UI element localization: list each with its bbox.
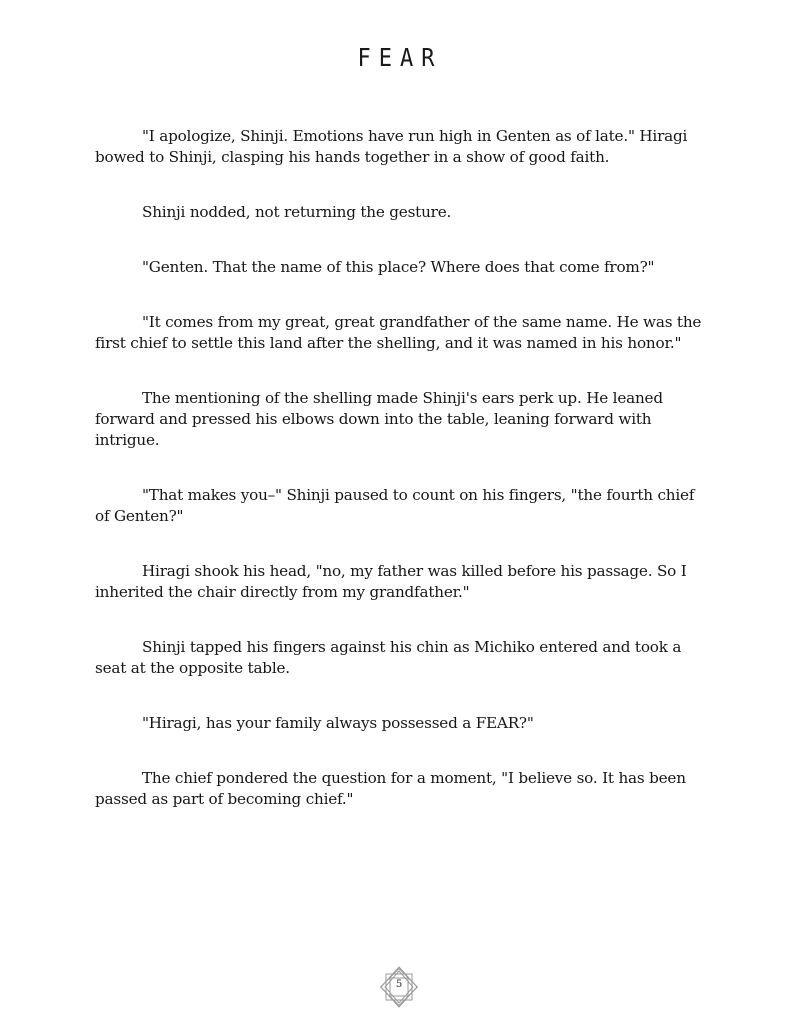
paragraph: "That makes you–" Shinji paused to count on his fingers, "the fourth chief of Genten?": [95, 486, 695, 525]
body-text: [95, 126, 705, 844]
page-number-marker: [377, 965, 421, 1009]
paragraph: "Hiragi, has your family always possessed a FEAR?": [142, 714, 534, 732]
paragraph: The chief pondered the question for a moment, "I believe so. It has been passed as part of becoming chief.": [95, 769, 686, 808]
paragraph: Shinji nodded, not returning the gesture.: [142, 203, 452, 221]
paragraph: The mentioning of the shelling made Shinji's ears perk up. He leaned forward and pressed his elbows down into the table, leaning forward with intrigue.: [95, 389, 663, 449]
page-title: FEAR: [357, 44, 443, 73]
page-number: 5: [395, 979, 403, 990]
paragraph: Hiragi shook his head, "no, my father was killed before his passage. So I inherited the chair directly from my grandfather.": [95, 562, 687, 601]
paragraph: "I apologize, Shinji. Emotions have run high in Genten as of late." Hiragi bowed to Shinji, clasping his hands together in a show of good faith.: [95, 127, 688, 166]
paragraph: Shinji tapped his fingers against his chin as Michiko entered and took a seat at the opposite table.: [95, 638, 682, 677]
paragraph: "It comes from my great, great grandfather of the same name. He was the first chief to settle this land after the shelling, and it was named in his honor.": [95, 313, 702, 352]
paragraph: "Genten. That the name of this place? Where does that come from?": [142, 258, 655, 276]
